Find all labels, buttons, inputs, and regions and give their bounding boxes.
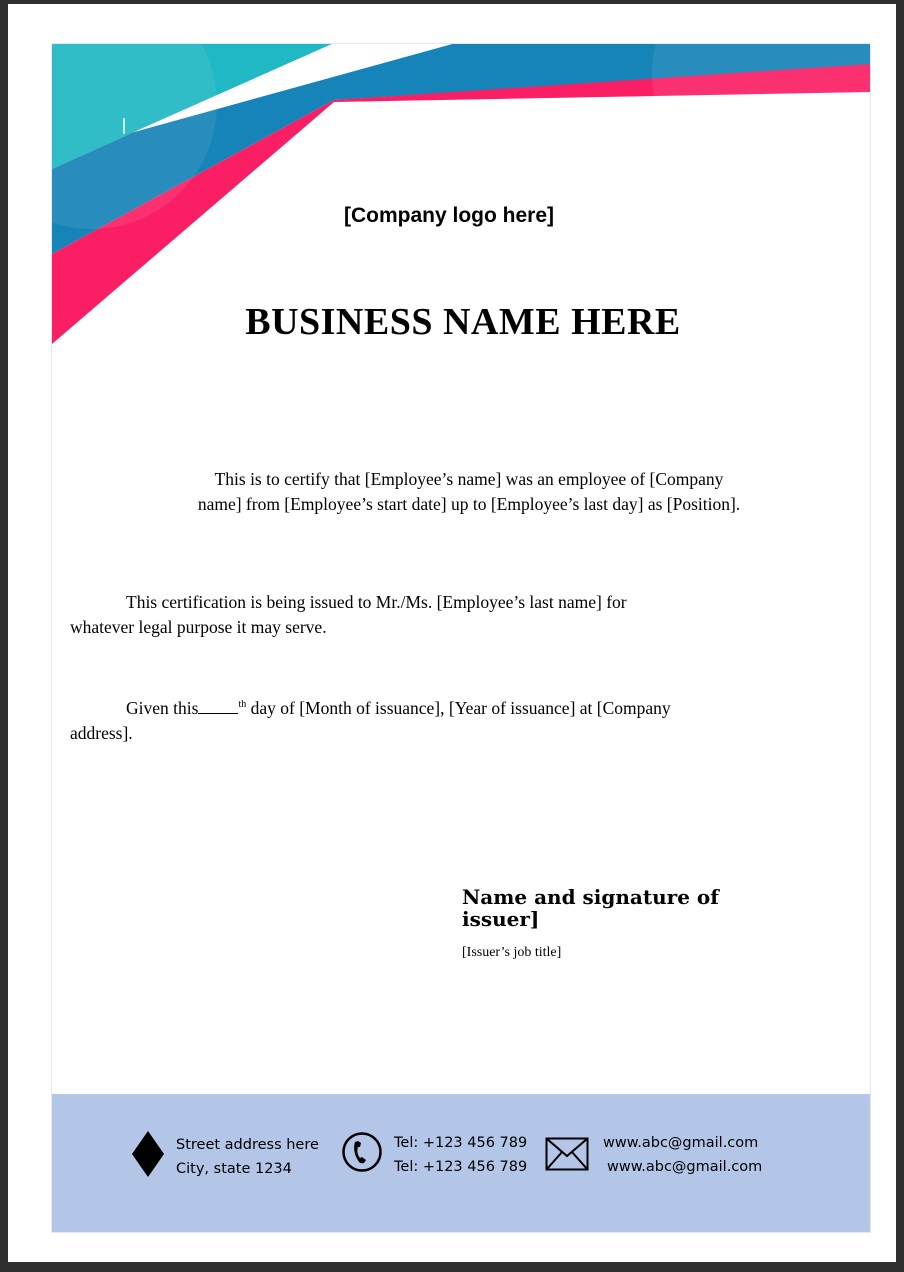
phone-number-2[interactable]: Tel: +123 456 789 — [394, 1159, 528, 1175]
phone-number-1[interactable]: Tel: +123 456 789 — [394, 1135, 528, 1151]
email-link-2[interactable]: www.abc@gmail.com — [607, 1159, 763, 1175]
issuer-name-signature: Name and signature of issuer] — [462, 885, 719, 931]
document-sheet — [8, 4, 896, 1262]
issuance-statement: Given this $^{th}$ day of [Month of issuance], [Year of issuance] at [Company address]. — [70, 697, 671, 743]
diamond-icon — [132, 1131, 164, 1177]
certificate-page — [51, 43, 871, 1233]
company-logo-placeholder: [Company logo here] — [343, 204, 554, 227]
email-link-1[interactable]: www.abc@gmail.com — [603, 1135, 759, 1151]
envelope-icon — [545, 1137, 589, 1171]
phone-block — [394, 1131, 527, 1179]
address-block — [176, 1133, 319, 1181]
phone-icon — [341, 1131, 383, 1173]
city-state: City, state 1234 — [176, 1161, 292, 1177]
issuer-job-title: [Issuer’s job title] — [462, 945, 562, 960]
purpose-statement: This certification is being issued to Mr./Ms. [Employee’s last name] for whatever legal purpose it may serve. — [70, 592, 627, 637]
email-block — [603, 1131, 762, 1179]
day-blank-line[interactable] — [198, 699, 238, 714]
certification-statement: This is to certify that [Employee’s name] was an employee of [Company name] from [Employee’s start date] up to [Employee’s last day] as [Position]. — [197, 469, 741, 514]
street-address: Street address here — [176, 1137, 319, 1153]
business-name-title: BUSINESS NAME HERE — [245, 301, 681, 343]
contact-footer — [52, 1094, 870, 1232]
